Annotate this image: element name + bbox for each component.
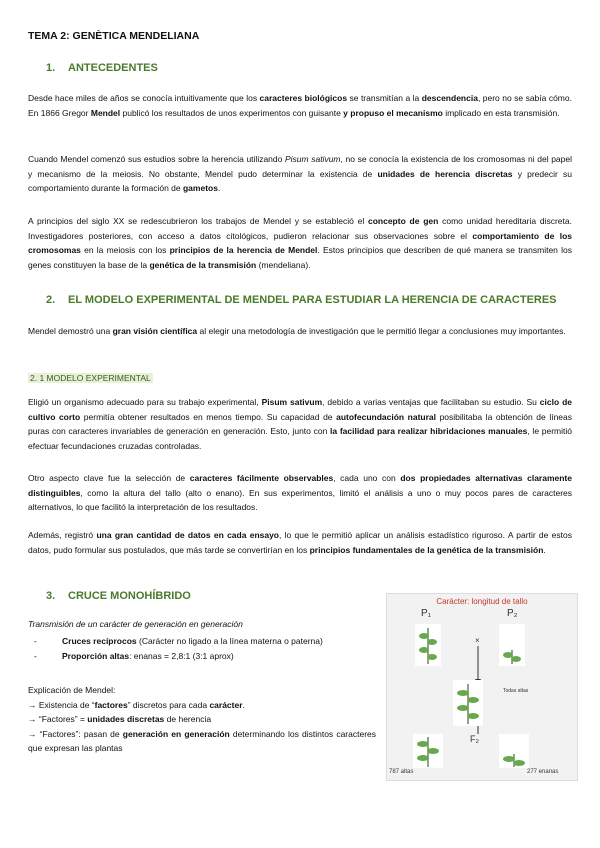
- f1-plant-icon: [453, 680, 483, 726]
- paragraph-5: Eligió un organismo adecuado para su trabajo experimental, Pisum sativum, debido a varias ventajas que facilitaban su estudio. Su ciclo de cultivo corto permitía obtener resultados en menos tiempo. Su capacidad de autofecundación natural posibilitaba la obtención de líneas puras con caracteres invariables de generación en generación. Esto, junto con la facilidad para realizar hibridaciones manuales, le permitió efectuar fecundaciones cruzadas controladas.: [28, 397, 572, 451]
- explanation-line: → “Factores”: pasan de generación en generación determinando los distintos caracteres que expresan las plantas: [28, 728, 376, 753]
- f2-dwarf-plant-icon: [499, 734, 529, 768]
- paragraph-7: Además, registró una gran cantidad de datos en cada ensayo, lo que le permitió aplicar un análisis estadístico riguroso. A partir de estos datos, pudo formular sus postulados, que más tarde se convertirían en los principios fundamentales de la genética de la transmisión.: [28, 530, 572, 555]
- mendel-explanation: [28, 683, 376, 756]
- transmission-subtitle: Transmisión de un carácter de generación en generación: [28, 619, 243, 629]
- explanation-title: Explicación de Mendel:: [28, 685, 116, 695]
- explanation-line: → Existencia de “factores” discretos para cada carácter.: [28, 699, 245, 710]
- f1-note: Todas altas: [503, 688, 529, 694]
- section-title: CRUCE MONOHÍBRIDO: [68, 590, 191, 602]
- f2-label: F₂: [470, 734, 479, 744]
- paragraph-6: Otro aspecto clave fue la selección de caracteres fácilmente observables, cada uno con dos propiedades alternativas claramente distinguibles, como la altura del tallo (alto o enano). En sus experimentos, limitó el análisis a uno o muy pocos pares de caracteres alternativos, lo que facilitó la interpretación de los resultados.: [28, 473, 572, 512]
- explanation-line: → “Factores” = unidades discretas de herencia: [28, 714, 212, 724]
- section-2-heading: [46, 294, 557, 306]
- paragraph-2: Cuando Mendel comenzó sus estudios sobre la herencia utilizando Pisum sativum, no se conocía la existencia de los cromosomas ni del papel y mecanismo de la meiosis. No obstante, Mendel pudo determinar la existencia de unidades de herencia discretas y predecir su comportamiento durante la formación de gametos.: [28, 154, 573, 193]
- cross-symbol: ×: [475, 636, 480, 645]
- list-item: - Proporción altas: enanas = 2,8:1 (3:1 aprox): [28, 649, 323, 664]
- cross-properties-list: [28, 634, 323, 663]
- f2-tall-plant-icon: [413, 734, 443, 768]
- paragraph-4: Mendel demostró una gran visión científica al elegir una metodología de investigación que le permitió llegar a conclusiones muy importantes.: [28, 326, 566, 336]
- section-title: EL MODELO EXPERIMENTAL DE MENDEL PARA ESTUDIAR LA HERENCIA DE CARACTERES: [68, 294, 557, 306]
- section-1-heading: [46, 62, 158, 74]
- dwarf-count: 277 enanas: [527, 769, 559, 775]
- document-title: TEMA 2: GENÈTICA MENDELIANA: [28, 30, 200, 42]
- section-title: ANTECEDENTES: [68, 62, 158, 74]
- monohybrid-cross-figure: [386, 593, 578, 781]
- dwarf-plant-icon: [499, 624, 525, 666]
- p2-label: P₂: [507, 608, 518, 619]
- section-3-heading: [46, 590, 191, 602]
- paragraph-3: A principios del siglo XX se redescubrieron los trabajos de Mendel y se estableció el concepto de gen como unidad hereditaria discreta. Investigadores posteriores, con acceso a datos citológicos, pudieron relacionar sus observaciones sobre el comportamiento de los cromosomas en la meiosis con los principios de la herencia de Mendel. Estos principios que describen de qué manera se transmiten los genes constituyen la base de la genética de la transmisión (mendeliana).: [28, 216, 573, 270]
- tall-count: 787 altas: [389, 769, 414, 775]
- section-number: 2.: [46, 294, 56, 306]
- cross-diagram: [387, 594, 577, 780]
- figure-caption: Carácter: longitud de tallo: [436, 597, 528, 606]
- section-number: 1.: [46, 62, 56, 74]
- list-item: - Cruces recíprocos (Carácter no ligado a la línea materna o paterna): [28, 634, 323, 649]
- p1-label: P₁: [421, 608, 432, 619]
- section-number: 3.: [46, 590, 56, 602]
- subsection-2-1-heading: 2. 1 MODELO EXPERIMENTAL: [30, 373, 151, 383]
- tall-plant-icon: [415, 624, 441, 666]
- paragraph-1: Desde hace miles de años se conocía intuitivamente que los caracteres biológicos se transmitían a la descendencia, pero no se sabía cómo. En 1866 Gregor Mendel publicó los resultados de unos experimentos con guisante y propuso el mecanismo implicado en esta transmisión.: [28, 93, 572, 118]
